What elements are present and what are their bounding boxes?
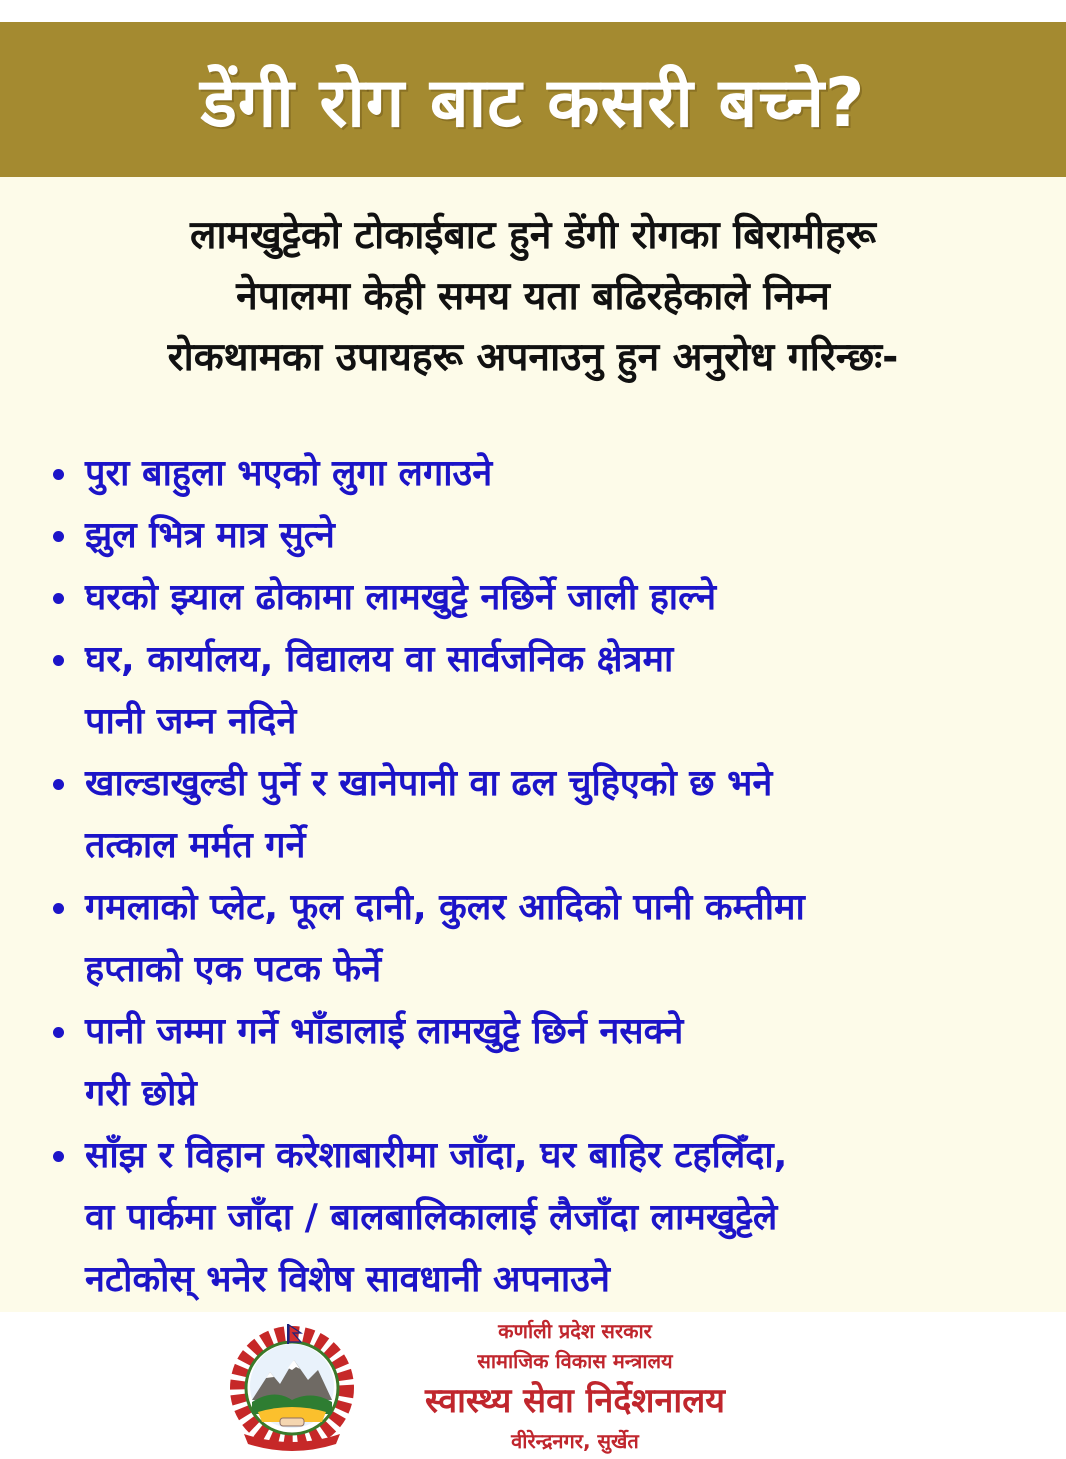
list-item-text: साँझ र विहान करेशाबारीमा जाँदा, घर बाहिर टहलिँदा, [85, 1135, 788, 1176]
list-item [45, 877, 1035, 1001]
list-item [45, 1001, 1035, 1125]
intro-line: रोकथामका उपायहरू अपनाउनु हुन अनुरोध गरिन्छः- [167, 335, 899, 380]
footer [0, 1312, 1066, 1459]
list-item-text: गरी छोप्ने [85, 1073, 197, 1114]
bullet-icon [53, 779, 64, 790]
title-banner [0, 22, 1066, 177]
bullet-icon [53, 655, 64, 666]
bullet-icon [53, 531, 64, 542]
bullet-icon [53, 1027, 64, 1038]
footer-ministry: सामाजिक विकास मन्त्रालय [477, 1349, 673, 1373]
list-item [45, 629, 1035, 753]
intro-paragraph [20, 205, 1046, 388]
bullet-icon [53, 1151, 64, 1162]
list-item [45, 753, 1035, 877]
bullet-icon [53, 903, 64, 914]
list-item-text: खाल्डाखुल्डी पुर्ने र खानेपानी वा ढल चुहिएको छ भने [85, 763, 773, 804]
footer-text-block [365, 1312, 785, 1456]
list-item-text: गमलाको प्लेट, फूल दानी, कुलर आदिको पानी कम्तीमा [85, 887, 805, 928]
prevention-list [45, 443, 1035, 1311]
intro-line: लामखुट्टेको टोकाईबाट हुने डेंगी रोगका बिरामीहरू [190, 213, 876, 258]
list-item [45, 505, 1035, 567]
list-item-text: हप्ताको एक पटक फेर्ने [85, 949, 382, 990]
list-item-text: नटोकोस् भनेर विशेष सावधानी अपनाउने [85, 1259, 610, 1300]
list-item [45, 1125, 1035, 1311]
list-item-text: पानी जम्न नदिने [85, 701, 297, 742]
list-item-text: पुरा बाहुला भएको लुगा लगाउने [85, 453, 493, 494]
list-item-text: तत्काल मर्मत गर्ने [85, 825, 306, 866]
list-item-text: वा पार्कमा जाँदा / बालबालिकालाई लैजाँदा लामखुट्टेले [85, 1197, 778, 1238]
bullet-icon [53, 593, 64, 604]
list-item [45, 443, 1035, 505]
footer-location: वीरेन्द्रनगर, सुर्खेत [511, 1429, 639, 1453]
list-item-text: पानी जम्मा गर्ने भाँडालाई लामखुट्टे छिर्न नसक्ने [85, 1011, 684, 1052]
list-item-text: घरको झ्याल ढोकामा लामखुट्टे नछिर्ने जाली हाल्ने [85, 577, 717, 618]
footer-directorate: स्वास्थ्य सेवा निर्देशनालय [425, 1381, 725, 1421]
intro-line: नेपालमा केही समय यता बढिरहेकाले निम्न [236, 274, 830, 319]
top-strip [0, 0, 1066, 22]
list-item [45, 567, 1035, 629]
page-title: डेंगी रोग बाट कसरी बच्ने? [200, 64, 866, 143]
footer-province: कर्णाली प्रदेश सरकार [498, 1319, 652, 1343]
nepal-emblem-icon [222, 1322, 362, 1452]
list-item-text: घर, कार्यालय, विद्यालय वा सार्वजनिक क्षेत्रमा [85, 639, 674, 680]
list-item-text: झुल भित्र मात्र सुत्ने [85, 515, 335, 556]
bullet-icon [53, 469, 64, 480]
